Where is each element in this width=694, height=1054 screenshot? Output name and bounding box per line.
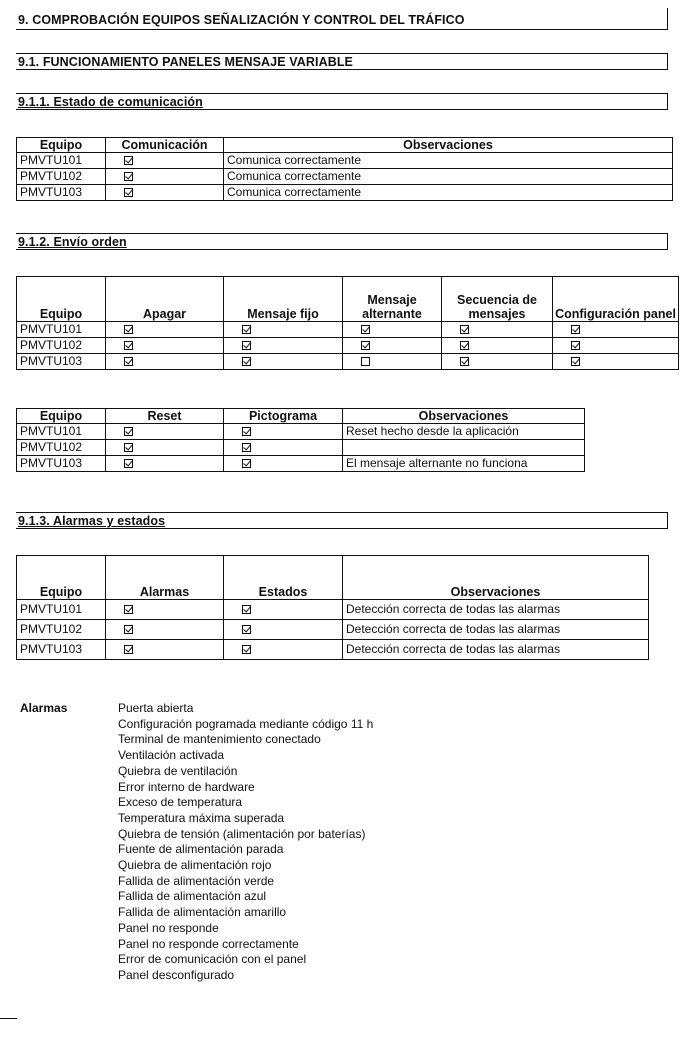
checkbox-checked-icon	[242, 341, 251, 350]
list-item: Error interno de hardware	[118, 779, 255, 794]
checkbox-checked-icon	[460, 341, 469, 350]
list-item: Quiebra de ventilación	[118, 763, 238, 778]
checkbox-checked-icon	[571, 325, 580, 334]
equipo-cell: PMVTU103	[17, 640, 106, 660]
pictograma-cell	[224, 424, 343, 440]
checkbox-checked-icon	[124, 325, 133, 334]
order-title	[16, 233, 668, 250]
list-item: Error de comunicación con el panel	[118, 952, 307, 967]
list-item: Fallida de alimentación azul	[118, 889, 267, 904]
checkbox-empty-icon	[361, 357, 370, 366]
col-observaciones: Observaciones	[343, 409, 585, 424]
apagar-cell	[106, 322, 224, 338]
checkbox-checked-icon	[124, 427, 133, 436]
col-apagar: Apagar	[106, 277, 224, 322]
configuracion-cell	[553, 354, 679, 370]
checkbox-checked-icon	[361, 325, 370, 334]
alarm-list	[118, 701, 373, 984]
checkbox-checked-icon	[124, 605, 133, 614]
checkbox-checked-icon	[124, 341, 133, 350]
equipo-cell: PMVTU102	[17, 620, 106, 640]
mensaje-fijo-cell	[224, 322, 343, 338]
list-item: Configuración pogramada mediante código 11 h	[118, 716, 374, 731]
equipo-cell: PMVTU101	[17, 322, 106, 338]
checkbox-checked-icon	[124, 645, 133, 654]
checkbox-checked-icon	[242, 645, 251, 654]
col-configuracion-label: Configuración panel	[555, 307, 676, 321]
col-reset: Reset	[106, 409, 224, 424]
apagar-cell	[106, 354, 224, 370]
col-alarmas: Alarmas	[106, 556, 224, 600]
section-title	[16, 8, 668, 30]
table-row	[17, 338, 679, 354]
equipo-cell: PMVTU102	[17, 440, 106, 456]
observaciones-cell: Detección correcta de todas las alarmas	[343, 640, 649, 660]
list-item: Terminal de mantenimiento conectado	[118, 732, 321, 747]
observaciones-cell: El mensaje alternante no funciona	[343, 456, 585, 472]
checkbox-checked-icon	[242, 605, 251, 614]
secuencia-cell	[442, 322, 553, 338]
table-row	[17, 640, 649, 660]
list-item: Ventilación activada	[118, 748, 225, 763]
reset-cell	[106, 440, 224, 456]
checkbox-checked-icon	[242, 459, 251, 468]
mensaje-alternante-cell	[343, 338, 442, 354]
checkbox-checked-icon	[242, 325, 251, 334]
checkbox-checked-icon	[124, 156, 133, 165]
checkbox-checked-icon	[124, 357, 133, 366]
list-item: Temperatura máxima superada	[118, 810, 285, 825]
col-observaciones: Observaciones	[343, 556, 649, 600]
secuencia-cell	[442, 338, 553, 354]
observaciones-cell: Detección correcta de todas las alarmas	[343, 620, 649, 640]
equipo-cell: PMVTU103	[17, 456, 106, 472]
table-row	[17, 322, 679, 338]
table-row	[17, 440, 585, 456]
mensaje-alternante-cell	[343, 322, 442, 338]
col-equipo: Equipo	[17, 277, 106, 322]
list-item: Panel desconfigurado	[118, 967, 235, 982]
checkbox-checked-icon	[242, 357, 251, 366]
table-row	[17, 424, 585, 440]
margin-mark	[0, 1018, 17, 1019]
reset-cell	[106, 424, 224, 440]
pictograma-cell	[224, 456, 343, 472]
checkbox-checked-icon	[124, 443, 133, 452]
reset-cell	[106, 456, 224, 472]
col-observaciones: Observaciones	[224, 138, 673, 153]
alarm-list-label: Alarmas	[20, 701, 68, 715]
col-equipo: Equipo	[17, 409, 106, 424]
subsection-title	[16, 53, 668, 70]
communication-table	[16, 137, 673, 201]
checkbox-checked-icon	[460, 357, 469, 366]
alarmas-cell	[106, 640, 224, 660]
equipo-cell: PMVTU102	[17, 338, 106, 354]
apagar-cell	[106, 338, 224, 354]
alarms-title	[16, 512, 668, 529]
col-pictograma: Pictograma	[224, 409, 343, 424]
equipo-cell: PMVTU101	[17, 424, 106, 440]
checkbox-checked-icon	[124, 172, 133, 181]
estados-cell	[224, 600, 343, 620]
checkbox-checked-icon	[361, 341, 370, 350]
pictograma-cell	[224, 440, 343, 456]
checkbox-checked-icon	[242, 625, 251, 634]
list-item: Quiebra de alimentación rojo	[118, 858, 272, 873]
table-row	[17, 153, 673, 169]
list-item: Puerta abierta	[118, 701, 194, 715]
equipo-cell: PMVTU103	[17, 354, 106, 370]
observaciones-cell: Detección correcta de todas las alarmas	[343, 600, 649, 620]
col-comunicacion: Comunicación	[106, 138, 224, 153]
configuracion-cell	[553, 338, 679, 354]
equipo-cell: PMVTU101	[17, 600, 106, 620]
table-row	[17, 169, 673, 185]
equipo-cell: PMVTU101	[17, 153, 106, 169]
list-item: Exceso de temperatura	[118, 795, 243, 810]
col-secuencia	[442, 277, 553, 322]
alarmas-cell	[106, 600, 224, 620]
observaciones-cell: Reset hecho desde la aplicación	[343, 424, 585, 440]
col-equipo: Equipo	[17, 556, 106, 600]
estados-cell	[224, 620, 343, 640]
equipo-cell: PMVTU103	[17, 185, 106, 201]
alarms-table	[16, 555, 649, 660]
estados-cell	[224, 640, 343, 660]
table-row	[17, 354, 679, 370]
col-mensaje-alternante-label: Mensaje alternante	[362, 293, 422, 321]
checkbox-checked-icon	[242, 427, 251, 436]
communication-title-text: 9.1.1. Estado de comunicación	[18, 95, 203, 109]
table-row	[17, 600, 649, 620]
checkbox-checked-icon	[242, 443, 251, 452]
observaciones-cell: Comunica correctamente	[224, 153, 673, 169]
list-item: Quiebra de tensión (alimentación por baterías)	[118, 826, 366, 841]
checkbox-checked-icon	[571, 357, 580, 366]
list-item: Fallida de alimentación amarillo	[118, 905, 287, 920]
mensaje-fijo-cell	[224, 338, 343, 354]
col-mensaje-alternante	[343, 277, 442, 322]
order-table	[16, 276, 679, 370]
order-title-text: 9.1.2. Envío orden	[18, 235, 127, 249]
observaciones-cell	[343, 440, 585, 456]
observaciones-cell: Comunica correctamente	[224, 169, 673, 185]
alarmas-cell	[106, 620, 224, 640]
col-estados: Estados	[224, 556, 343, 600]
secuencia-cell	[442, 354, 553, 370]
checkbox-checked-icon	[124, 188, 133, 197]
table-row	[17, 185, 673, 201]
list-item: Panel no responde correctamente	[118, 936, 299, 951]
comunicacion-cell	[106, 185, 224, 201]
col-secuencia-label: Secuencia de mensajes	[457, 293, 537, 321]
checkbox-checked-icon	[124, 625, 133, 634]
order-table-2	[16, 408, 585, 472]
equipo-cell: PMVTU102	[17, 169, 106, 185]
comunicacion-cell	[106, 153, 224, 169]
subsection-title-text: 9.1. FUNCIONAMIENTO PANELES MENSAJE VARIABLE	[18, 55, 353, 69]
col-configuracion	[553, 277, 679, 322]
observaciones-cell: Comunica correctamente	[224, 185, 673, 201]
col-mensaje-fijo: Mensaje fijo	[224, 277, 343, 322]
col-equipo: Equipo	[17, 138, 106, 153]
section-title-text: 9. COMPROBACIÓN EQUIPOS SEÑALIZACIÓN Y CONTROL DEL TRÁFICO	[18, 13, 465, 27]
list-item: Fallida de alimentación verde	[118, 873, 275, 888]
table-row	[17, 620, 649, 640]
mensaje-alternante-cell	[343, 354, 442, 370]
configuracion-cell	[553, 322, 679, 338]
list-item: Fuente de alimentación parada	[118, 842, 284, 857]
comunicacion-cell	[106, 169, 224, 185]
communication-title	[16, 93, 668, 110]
alarms-title-text: 9.1.3. Alarmas y estados	[18, 514, 166, 528]
mensaje-fijo-cell	[224, 354, 343, 370]
checkbox-checked-icon	[571, 341, 580, 350]
checkbox-checked-icon	[124, 459, 133, 468]
checkbox-checked-icon	[460, 325, 469, 334]
table-row	[17, 456, 585, 472]
list-item: Panel no responde	[118, 920, 219, 935]
